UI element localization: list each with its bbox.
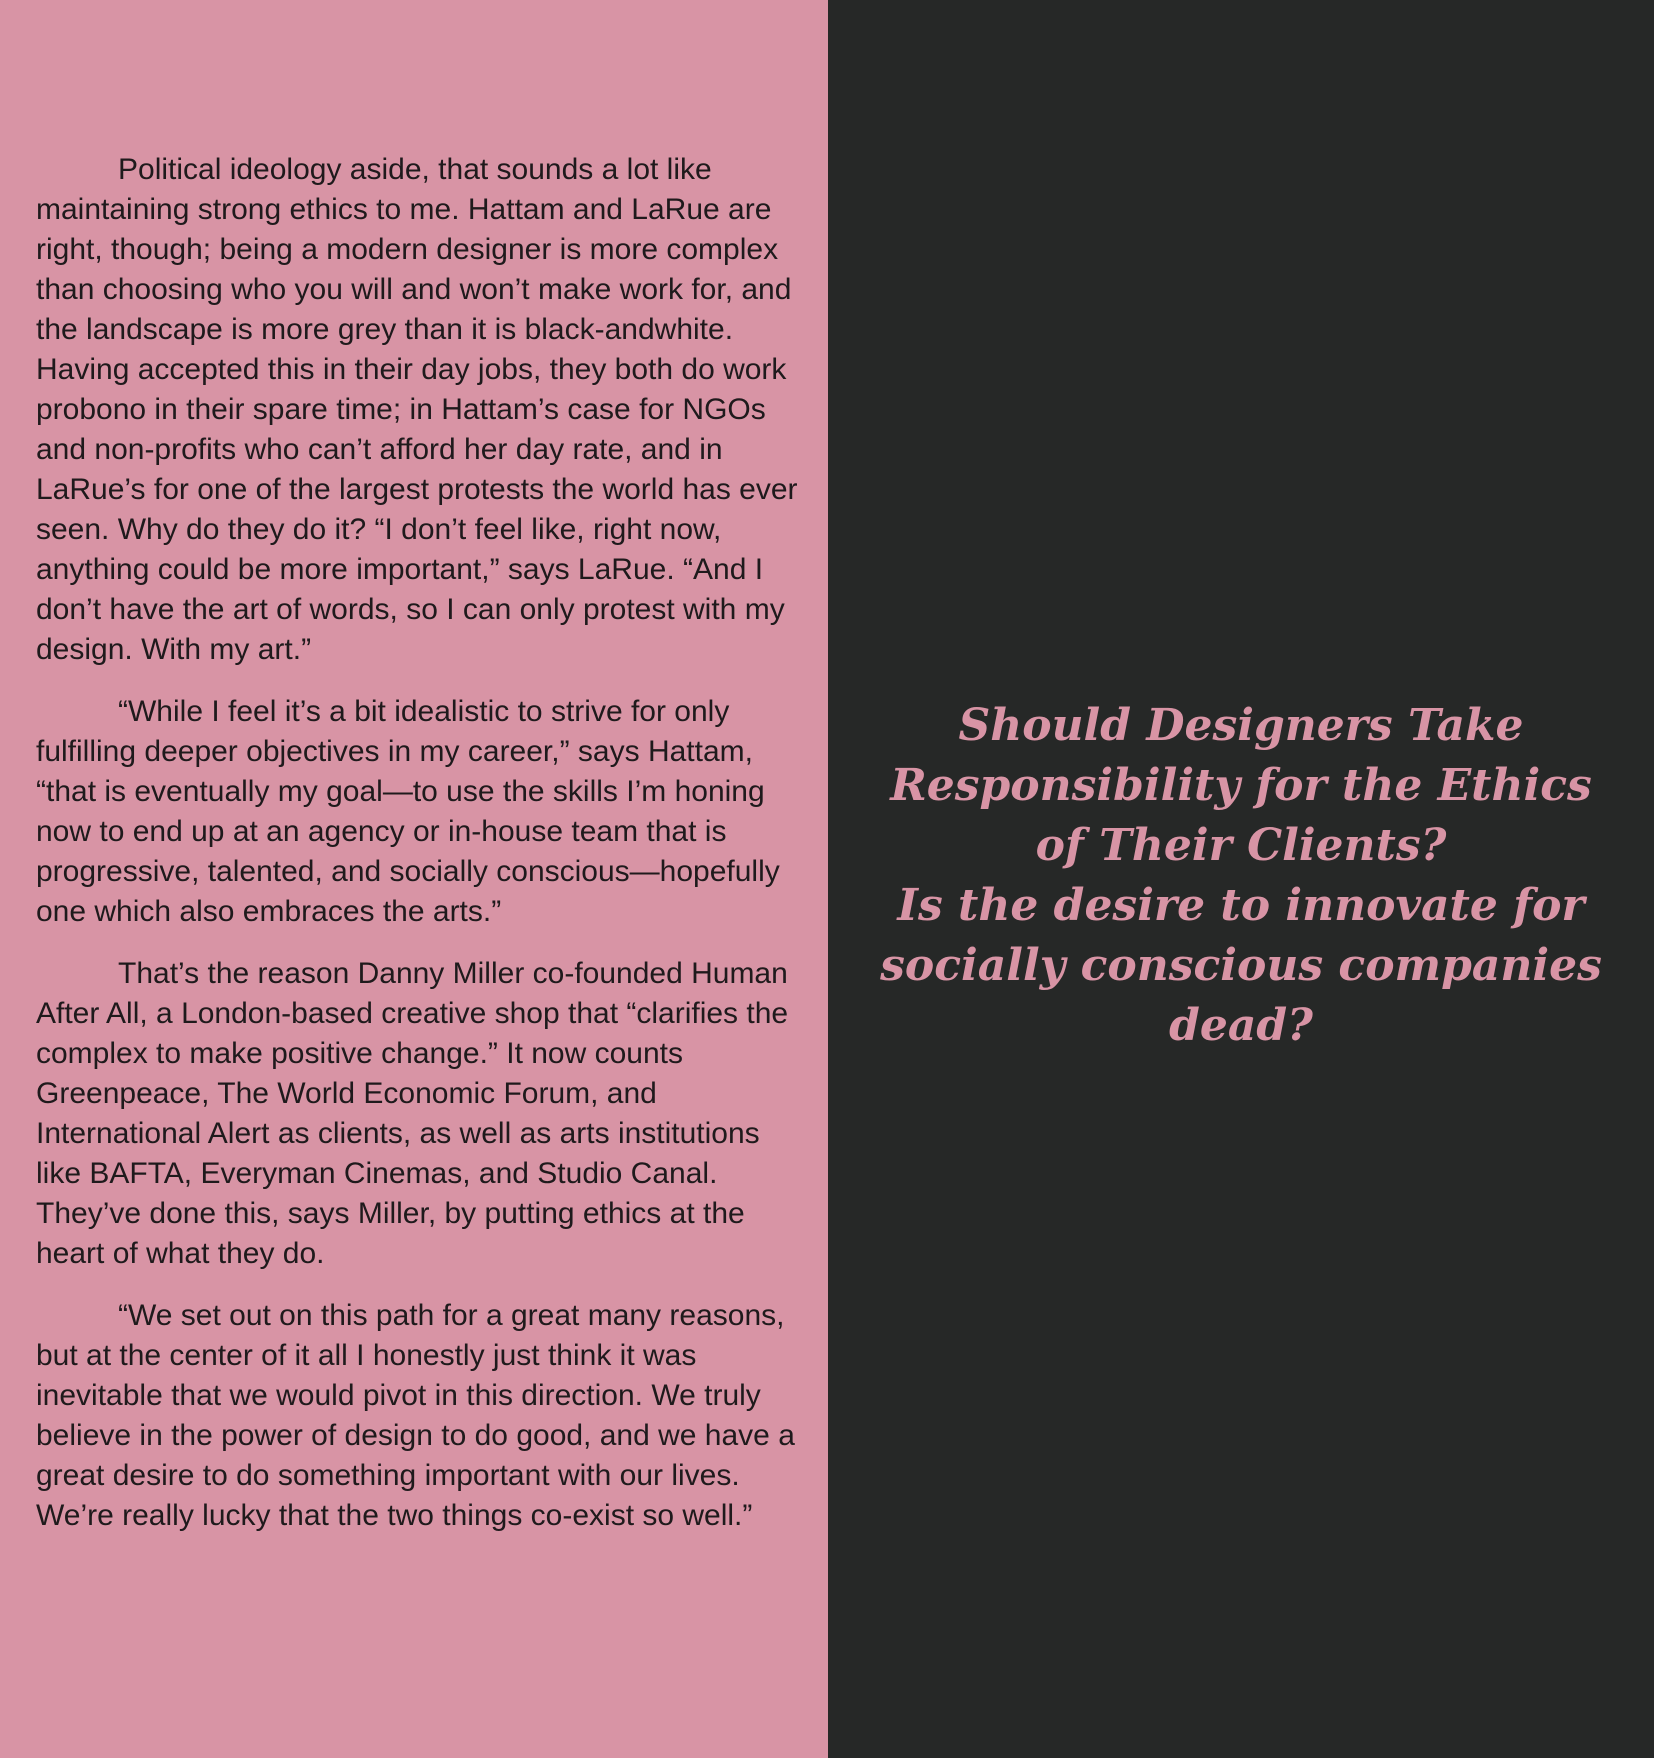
article-body	[36, 150, 806, 1558]
pull-quote-question-2: Is the desire to innovate for socially conscious companies dead?	[880, 880, 1602, 1051]
right-quote-panel	[828, 0, 1654, 1758]
article-paragraph-3: That’s the reason Danny Miller co-founded Human After All, a London-based creative shop that “clarifies the complex to make positive change.” It now counts Greenpeace, The World Economic Forum, and International Alert as clients, as well as arts institutions like BAFTA, Everyman Cinemas, and Studio Canal. They’ve done this, says Miller, by putting ethics at the heart of what they do.	[36, 957, 789, 1270]
article-paragraph-1: Political ideology aside, that sounds a lot like maintaining strong ethics to me. Hattam and LaRue are right, though; being a modern designer is more complex than choosing who you will and won’t make work for, and the landscape is more grey than it is black-andwhite. Having accepted this in their day jobs, they both do work probono in their spare time; in Hattam’s case for NGOs and non-profits who can’t afford her day rate, and in LaRue’s for one of the largest protests the world has ever seen. Why do they do it? “I don’t feel like, right now, anything could be more important,” says LaRue. “And I don’t have the art of words, so I can only protest with my design. With my art.”	[36, 153, 798, 666]
pull-quote-question-1: Should Designers Take Responsibility for the Ethics of Their Clients?	[890, 700, 1592, 871]
article-paragraph-4: “We set out on this path for a great many reasons, but at the center of it all I honestly just think it was inevitable that we would pivot in this direction. We truly believe in the power of design to do good, and we have a great desire to do something important with our lives. We’re really lucky that the two things co-exist so well.”	[36, 1299, 795, 1532]
article-paragraph-2: “While I feel it’s a bit idealistic to strive for only fulfilling deeper objectives in my career,” says Hattam, “that is eventually my goal—to use the skills I’m honing now to end up at an agency or in-house team that is progressive, talented, and socially conscious—hopefully one which also embraces the arts.”	[36, 695, 780, 928]
pull-quote	[868, 696, 1614, 1056]
